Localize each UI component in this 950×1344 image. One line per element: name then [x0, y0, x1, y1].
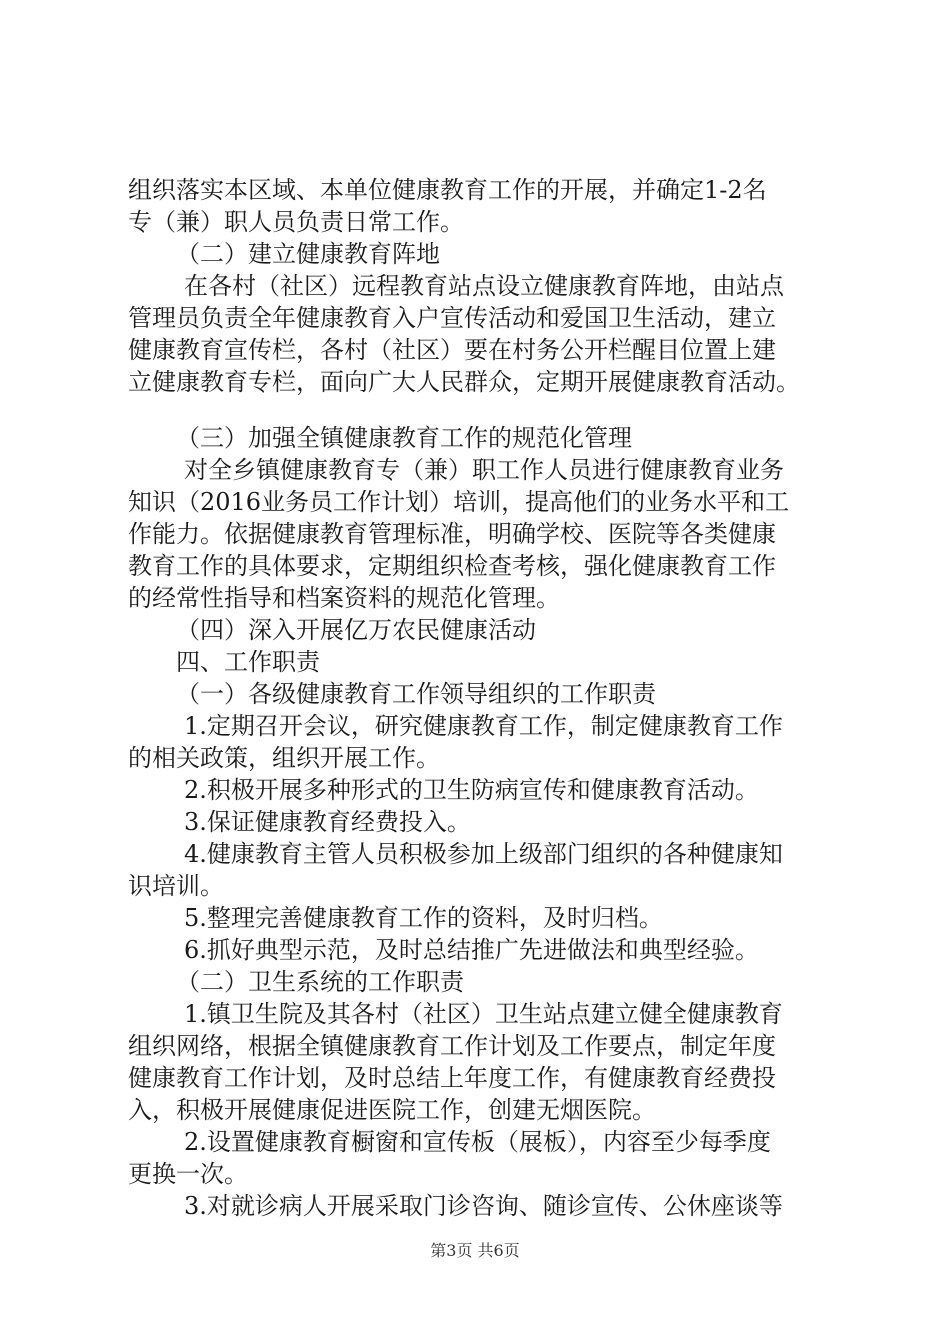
list-item: 1.镇卫生院及其各村（社区）卫生站点建立健全健康教育: [184, 1000, 783, 1028]
paragraph-line: 对全乡镇健康教育专（兼）职工作人员进行健康教育业务: [184, 456, 784, 484]
list-item: 2.积极开展多种形式的卫生防病宣传和健康教育活动。: [184, 776, 759, 804]
list-item: 5.整理完善健康教育工作的资料，及时归档。: [184, 904, 663, 932]
paragraph-line: 健康教育宣传栏，各村（社区）要在村务公开栏醒目位置上建: [128, 336, 776, 364]
paragraph-line: 组织网络，根据全镇健康教育工作计划及工作要点，制定年度: [128, 1032, 776, 1060]
list-item: 4.健康教育主管人员积极参加上级部门组织的各种健康知: [184, 840, 783, 868]
list-item: 1.定期召开会议，研究健康教育工作，制定健康教育工作: [184, 712, 783, 740]
page-number-footer: 第3页 共6页: [430, 1241, 520, 1260]
paragraph-line: 立健康教育专栏，面向广大人民群众，定期开展健康教育活动。: [128, 368, 800, 396]
paragraph-line: 的经常性指导和档案资料的规范化管理。: [128, 584, 560, 612]
paragraph-line: 专（兼）职人员负责日常工作。: [128, 208, 464, 236]
paragraph-line: 管理员负责全年健康教育入户宣传活动和爱国卫生活动，建立: [128, 304, 776, 332]
document-body: [128, 174, 840, 1222]
paragraph-line: 组织落实本区域、本单位健康教育工作的开展，并确定1-2名: [128, 176, 767, 204]
paragraph-line: 的相关政策，组织开展工作。: [128, 744, 440, 772]
paragraph-line: 知识（2016业务员工作计划）培训，提高他们的业务水平和工: [128, 488, 790, 516]
list-item: 3.保证健康教育经费投入。: [184, 808, 471, 836]
list-item: 3.对就诊病人开展采取门诊咨询、随诊宣传、公休座谈等: [184, 1192, 783, 1220]
section-heading: 四、工作职责: [176, 648, 320, 676]
paragraph-line: 健康教育工作计划，及时总结上年度工作，有健康教育经费投: [128, 1064, 776, 1092]
paragraph-line: 教育工作的具体要求，定期组织检查考核，强化健康教育工作: [128, 552, 776, 580]
paragraph-line: 作能力。依据健康教育管理标准，明确学校、医院等各类健康: [128, 520, 776, 548]
list-item: 2.设置健康教育橱窗和宣传板（展板），内容至少每季度: [184, 1128, 771, 1156]
section-heading: （一）各级健康教育工作领导组织的工作职责: [176, 680, 656, 708]
section-heading: （四）深入开展亿万农民健康活动: [176, 616, 536, 644]
paragraph-line: 识培训。: [128, 872, 224, 900]
list-item: 6.抓好典型示范，及时总结推广先进做法和典型经验。: [184, 936, 759, 964]
paragraph-line: 在各村（社区）远程教育站点设立健康教育阵地，由站点: [184, 272, 784, 300]
section-heading: （三）加强全镇健康教育工作的规范化管理: [176, 424, 632, 452]
section-heading: （二）建立健康教育阵地: [176, 240, 440, 268]
paragraph-line: 更换一次。: [128, 1160, 248, 1188]
paragraph-line: 入，积极开展健康促进医院工作，创建无烟医院。: [128, 1096, 656, 1124]
paragraph-gap: [128, 398, 840, 422]
section-heading: （二）卫生系统的工作职责: [176, 968, 464, 996]
